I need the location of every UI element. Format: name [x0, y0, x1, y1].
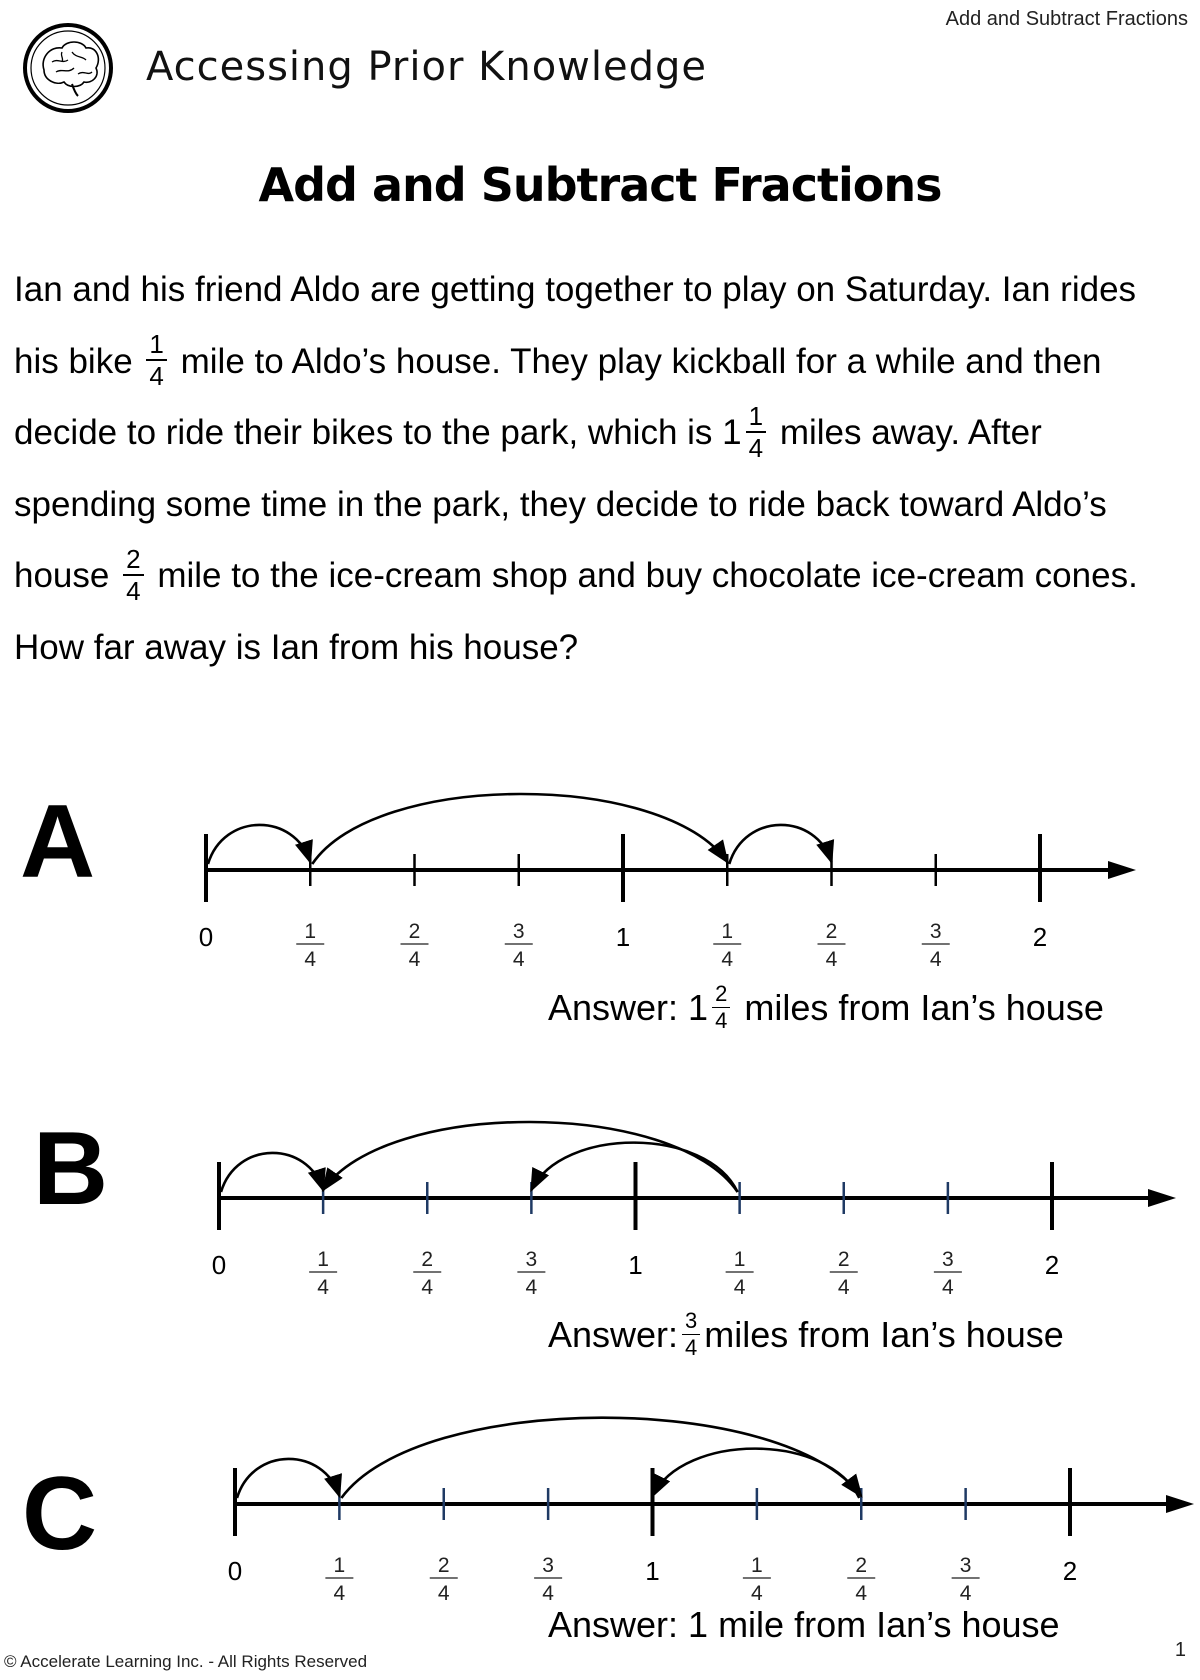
tick-label	[296, 920, 324, 971]
svg-text:4: 4	[929, 948, 942, 971]
tick-label: 0	[227, 1556, 243, 1586]
svg-text:4: 4	[408, 948, 421, 971]
numerator: 3	[682, 1310, 700, 1335]
tick-label	[726, 1248, 754, 1299]
svg-text:1: 1	[733, 1248, 746, 1271]
word-problem	[14, 254, 1184, 683]
problem-text: miles away. After spending some time in the park, they decide to ride back toward Aldo’s house	[14, 413, 1107, 595]
svg-text:4: 4	[751, 1582, 763, 1605]
tick-label	[534, 1554, 562, 1605]
answer-text: miles from Ian’s house	[744, 987, 1104, 1029]
denominator: 4	[685, 1335, 698, 1360]
tick-label: 1	[645, 1556, 660, 1586]
tick-label: 0	[211, 1250, 227, 1280]
tick-label	[934, 1248, 962, 1299]
svg-text:1: 1	[751, 1554, 763, 1577]
jump-arc	[221, 1153, 323, 1192]
svg-text:3: 3	[525, 1248, 538, 1271]
option-letter-b: B	[33, 1111, 109, 1227]
svg-text:2: 2	[437, 1554, 450, 1577]
jump-arc	[729, 825, 831, 864]
tick-label	[743, 1554, 771, 1605]
svg-text:3: 3	[542, 1554, 554, 1577]
problem-text: mile to the ice-cream shop and buy chocolate ice-cream cones. How far away is Ian from his house?	[14, 556, 1138, 667]
tick-label	[818, 920, 846, 971]
svg-text:4: 4	[855, 1582, 868, 1605]
tick-label	[401, 920, 429, 971]
problem-text: mile to Aldo’s house. They play kickball for a while and then decide to ride their bikes to the park, which is 1	[14, 341, 1102, 452]
svg-text:4: 4	[721, 948, 734, 971]
tick-label	[505, 920, 533, 971]
denominator: 4	[715, 1008, 728, 1033]
jump-arc	[208, 825, 310, 864]
denominator: 4	[149, 361, 164, 392]
number-line-c	[0, 1354, 1200, 1605]
svg-text:4: 4	[317, 1276, 329, 1299]
svg-text:1: 1	[317, 1248, 329, 1271]
svg-text:4: 4	[437, 1582, 450, 1605]
svg-text:1: 1	[721, 920, 734, 943]
svg-text:2: 2	[855, 1554, 868, 1577]
svg-text:4: 4	[733, 1276, 746, 1299]
axis-arrowhead	[1108, 861, 1136, 879]
numerator: 1	[746, 403, 766, 433]
page-number: 1	[1174, 1639, 1186, 1661]
svg-text:4: 4	[959, 1582, 972, 1605]
fraction	[712, 983, 730, 1032]
option-letter-c: C	[22, 1456, 98, 1572]
section-heading: Accessing Prior Knowledge	[146, 44, 707, 90]
answer-text: miles from Ian’s house	[704, 1314, 1064, 1356]
tick-label	[309, 1248, 337, 1299]
svg-text:4: 4	[525, 1276, 538, 1299]
svg-text:4: 4	[942, 1276, 954, 1299]
svg-text:3: 3	[942, 1248, 954, 1271]
tick-label	[952, 1554, 980, 1605]
page-title: Add and Subtract Fractions	[258, 158, 942, 212]
svg-text:3: 3	[959, 1554, 972, 1577]
numerator: 1	[146, 331, 166, 361]
jump-arc	[323, 1122, 738, 1192]
jump-arc	[312, 794, 727, 864]
brain-icon	[22, 22, 114, 119]
jump-arc	[341, 1418, 861, 1498]
option-letter-a: A	[20, 784, 96, 900]
svg-text:4: 4	[512, 948, 525, 971]
svg-text:3: 3	[929, 920, 942, 943]
svg-text:4: 4	[837, 1276, 850, 1299]
tick-label	[413, 1248, 441, 1299]
tick-label: 2	[1032, 922, 1048, 952]
axis-arrowhead	[1148, 1189, 1176, 1207]
svg-text:4: 4	[333, 1582, 346, 1605]
answer-text: Answer: 1 mile from Ian’s house	[548, 1604, 1060, 1645]
tick-label: 2	[1044, 1250, 1060, 1280]
svg-text:4: 4	[825, 948, 838, 971]
svg-text:1: 1	[304, 920, 317, 943]
svg-text:2: 2	[825, 920, 838, 943]
jump-arc	[237, 1459, 339, 1498]
tick-label: 1	[615, 922, 631, 952]
tick-label: 2	[1062, 1556, 1078, 1586]
svg-text:4: 4	[304, 948, 317, 971]
tick-label	[517, 1248, 545, 1299]
tick-label	[713, 920, 741, 971]
tick-label	[325, 1554, 353, 1605]
svg-text:1: 1	[333, 1554, 346, 1577]
number-line-b	[0, 1048, 1200, 1299]
svg-text:3: 3	[512, 920, 525, 943]
numerator: 2	[712, 983, 730, 1008]
denominator: 4	[126, 575, 141, 606]
svg-text:4: 4	[542, 1582, 554, 1605]
tick-label	[430, 1554, 458, 1605]
answer-c	[548, 1604, 1060, 1646]
tick-label	[847, 1554, 875, 1605]
tick-label: 1	[628, 1250, 643, 1280]
fraction	[746, 400, 766, 463]
svg-text:2: 2	[408, 920, 421, 943]
fraction	[146, 329, 166, 392]
tick-label	[830, 1248, 858, 1299]
svg-text:2: 2	[837, 1248, 850, 1271]
problem-text: Ian and his friend Aldo are getting together to play on Saturday. Ian rides his bike	[14, 270, 1137, 381]
copyright: © Accelerate Learning Inc. - All Rights Reserved	[4, 1652, 368, 1671]
tick-label: 0	[198, 922, 214, 952]
axis-arrowhead	[1166, 1495, 1194, 1513]
running-header: Add and Subtract Fractions	[945, 8, 1188, 30]
answer-a	[548, 981, 1104, 1035]
denominator: 4	[748, 432, 764, 463]
number-line-a	[0, 720, 1200, 971]
answer-text: Answer:	[548, 1314, 679, 1356]
svg-text:4: 4	[421, 1276, 434, 1299]
fraction	[123, 543, 143, 606]
fraction	[682, 1310, 700, 1359]
numerator: 2	[123, 546, 143, 576]
tick-label	[922, 920, 950, 971]
answer-text: Answer: 1	[548, 987, 709, 1029]
svg-text:2: 2	[421, 1248, 434, 1271]
